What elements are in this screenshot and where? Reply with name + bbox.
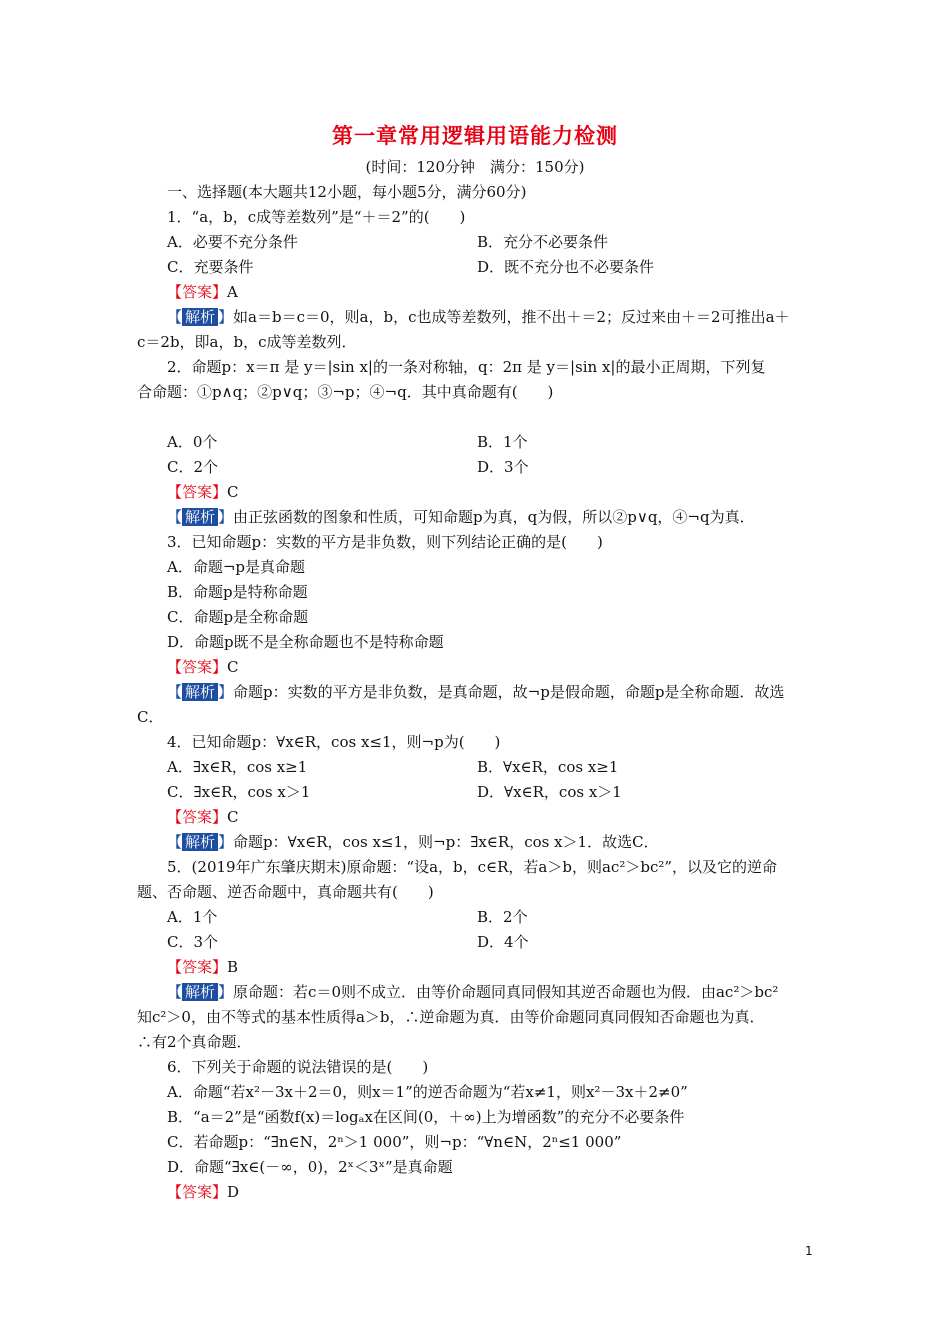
explanation-tag: 解析: [182, 683, 218, 701]
option-b: B．充分不必要条件: [477, 233, 609, 251]
explanation-text: 命题p：实数的平方是非负数，是真命题，故¬p是假命题，命题p是全称命题．故选: [233, 683, 785, 701]
option-c: C．若命题p：“∃n∈N，2ⁿ＞1 000”，则¬p：“∀n∈N，2ⁿ≤1 000”: [167, 1133, 622, 1151]
question-6-answer: [137, 1180, 817, 1205]
answer-tag: 【答案】: [167, 483, 228, 501]
explanation-text: 如a＝b＝c＝0，则a，b，c也成等差数列，推不出＋＝2；反过来由＋＝2可推出a＋: [233, 308, 790, 326]
option-a: A．0个: [167, 433, 218, 451]
option-b: B．∀x∈R，cos x≥1: [477, 758, 619, 776]
question-5-stem-cont: 题、否命题、逆否命题中，真命题共有( ): [137, 883, 434, 901]
option-a: A．1个: [167, 908, 218, 926]
answer-tag: 【答案】: [167, 658, 228, 676]
page-title: 第一章常用逻辑用语能力检测: [332, 124, 618, 148]
question-2-stem-cont: 合命题：①p∧q；②p∨q；③¬p；④¬q．其中真命题有( ): [137, 383, 554, 401]
question-5-answer: [137, 955, 817, 980]
question-2-answer: [137, 480, 817, 505]
question-4-stem: 4．已知命题p：∀x∈R，cos x≤1，则¬p为( ): [167, 733, 501, 751]
question-3-answer: [137, 655, 817, 680]
answer-value: A: [227, 283, 238, 301]
question-2-explanation: 【 解析 】由正弦函数的图象和性质，可知命题p为真，q为假，所以②p∨q，④¬q为真．: [167, 508, 755, 526]
option-b: B．“a＝2”是“函数f(x)＝logₐx在区间(0，＋∞)上为增函数”的充分不必要条件: [167, 1108, 685, 1126]
exam-time-score: (时间：120分钟 满分：150分): [365, 158, 585, 176]
answer-tag: 【答案】: [167, 1183, 228, 1201]
answer-value: D: [227, 1183, 240, 1201]
option-d: D．3个: [477, 458, 529, 476]
option-d: D．∀x∈R，cos x＞1: [477, 783, 622, 801]
question-2-stem: 2．命题p：x＝π 是 y＝|sin x|的一条对称轴，q：2π 是 y＝|sin x|的最小正周期，下列复: [167, 358, 766, 376]
question-5-options-row1: [137, 905, 817, 930]
explanation-tag: 解析: [182, 833, 218, 851]
option-b: B．1个: [477, 433, 528, 451]
question-1-explanation-cont: c＝2b，即a，b，c成等差数列．: [137, 333, 357, 351]
answer-value: C: [227, 658, 239, 676]
option-c: C．充要条件: [167, 258, 254, 276]
option-a: A．命题¬p是真命题: [167, 558, 306, 576]
question-5-stem: 5．(2019年广东肇庆期末)原命题：“设a，b，c∈R，若a＞b，则ac²＞bc²”，以及它的逆命: [167, 858, 778, 876]
page-number: 1: [805, 1244, 813, 1258]
option-c: C．∃x∈R，cos x＞1: [167, 783, 311, 801]
option-b: B．2个: [477, 908, 528, 926]
option-d: D．命题“∃x∈(－∞，0)，2ˣ＜3ˣ”是真命题: [167, 1158, 453, 1176]
option-c: C．命题p是全称命题: [167, 608, 309, 626]
explanation-tag: 解析: [182, 308, 218, 326]
question-2-options-row2: [137, 455, 817, 480]
question-1-options-row1: [137, 230, 817, 255]
question-4-explanation: 【 解析 】命题p：∀x∈R，cos x≤1，则¬p：∃x∈R，cos x＞1．故选C．: [167, 833, 659, 851]
explanation-text: 原命题：若c＝0则不成立．由等价命题同真同假知其逆否命题也为假．由ac²＞bc²: [233, 983, 779, 1001]
option-d: D．4个: [477, 933, 529, 951]
section-heading: 一、选择题(本大题共12小题，每小题5分，满分60分): [167, 183, 527, 201]
question-1-explanation: 【 解析 】如a＝b＝c＝0，则a，b，c也成等差数列，推不出＋＝2；反过来由＋＝2可推出a＋: [167, 308, 790, 326]
question-2-options-row1: [137, 430, 817, 455]
question-5-explanation: 【 解析 】原命题：若c＝0则不成立．由等价命题同真同假知其逆否命题也为假．由ac²＞bc²: [167, 983, 779, 1001]
option-c: C．2个: [167, 458, 219, 476]
answer-tag: 【答案】: [167, 958, 228, 976]
option-c: C．3个: [167, 933, 219, 951]
answer-tag: 【答案】: [167, 808, 228, 826]
option-a: A．命题“若x²－3x＋2＝0，则x＝1”的逆否命题为“若x≠1，则x²－3x＋2≠0”: [167, 1083, 688, 1101]
question-5-options-row2: [137, 930, 817, 955]
explanation-tag: 解析: [182, 983, 218, 1001]
option-b: B．命题p是特称命题: [167, 583, 308, 601]
option-d: D．既不充分也不必要条件: [477, 258, 655, 276]
option-a: A．必要不充分条件: [167, 233, 298, 251]
question-5-explanation-cont: 知c²＞0，由不等式的基本性质得a＞b，∴逆命题为真．由等价命题同真同假知否命题也为真．: [137, 1008, 765, 1026]
option-a: A．∃x∈R，cos x≥1: [167, 758, 308, 776]
question-4-options-row2: [137, 780, 817, 805]
question-1-stem: 1．“a，b，c成等差数列”是“＋＝2”的( ): [167, 208, 466, 226]
question-1-options-row2: [137, 255, 817, 280]
question-5-explanation-cont2: ∴有2个真命题．: [137, 1033, 252, 1051]
question-content: [137, 180, 817, 1205]
explanation-text: 命题p：∀x∈R，cos x≤1，则¬p：∃x∈R，cos x＞1．故选C．: [233, 833, 659, 851]
question-3-explanation-cont: C．: [137, 708, 164, 726]
answer-value: C: [227, 808, 239, 826]
question-4-options-row1: [137, 755, 817, 780]
question-3-explanation: 【 解析 】命题p：实数的平方是非负数，是真命题，故¬p是假命题，命题p是全称命题．故选: [167, 683, 785, 701]
explanation-tag: 解析: [182, 508, 218, 526]
answer-value: B: [227, 958, 239, 976]
answer-value: C: [227, 483, 239, 501]
answer-tag: 【答案】: [167, 283, 228, 301]
question-3-stem: 3．已知命题p：实数的平方是非负数，则下列结论正确的是( ): [167, 533, 603, 551]
question-4-answer: [137, 805, 817, 830]
explanation-text: 由正弦函数的图象和性质，可知命题p为真，q为假，所以②p∨q，④¬q为真．: [233, 508, 755, 526]
option-d: D．命题p既不是全称命题也不是特称命题: [167, 633, 444, 651]
question-6-stem: 6．下列关于命题的说法错误的是( ): [167, 1058, 429, 1076]
question-1-answer: [137, 280, 817, 305]
